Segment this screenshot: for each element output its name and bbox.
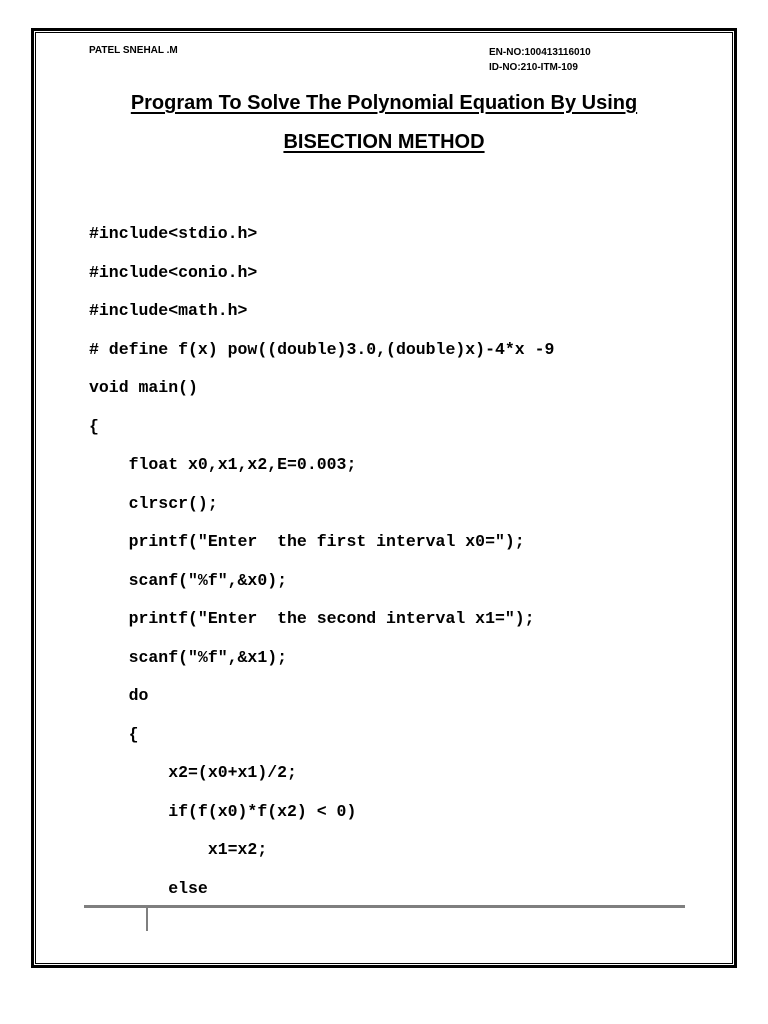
code-line: #include<math.h> <box>89 301 248 320</box>
code-line: scanf("%f",&x1); <box>89 647 288 667</box>
code-line: void main() <box>89 378 198 397</box>
code-line: { <box>89 416 99 436</box>
footer-tick <box>146 907 148 931</box>
code-line: printf("Enter the second interval x1="); <box>89 609 535 628</box>
enrollment-number: EN-NO:100413116010 <box>489 47 591 58</box>
code-line: clrscr(); <box>89 493 218 513</box>
code-line: do <box>89 686 149 705</box>
title-line-2: BISECTION METHOD <box>283 131 485 153</box>
code-line: x1=x2; <box>89 840 268 859</box>
code-block <box>89 215 554 908</box>
id-number: ID-NO:210-ITM-109 <box>489 62 578 73</box>
code-line: #include<conio.h> <box>89 262 258 282</box>
footer-rule <box>84 905 685 908</box>
code-line: x2=(x0+x1)/2; <box>89 763 297 782</box>
code-line: if(f(x0)*f(x2) < 0) <box>89 801 357 821</box>
code-line: scanf("%f",&x0); <box>89 570 288 590</box>
author-name: PATEL SNEHAL .M <box>89 45 178 56</box>
code-line: # define f(x) pow((double)3.0,(double)x)-4*x -9 <box>89 339 555 359</box>
code-line: { <box>89 724 139 744</box>
title-line-1: Program To Solve The Polynomial Equation By Using <box>130 92 638 114</box>
code-line: #include<stdio.h> <box>89 224 258 243</box>
code-line: else <box>89 878 208 898</box>
code-line: printf("Enter the first interval x0="); <box>89 532 525 551</box>
header-ids <box>489 45 591 75</box>
code-line: float x0,x1,x2,E=0.003; <box>89 455 357 474</box>
